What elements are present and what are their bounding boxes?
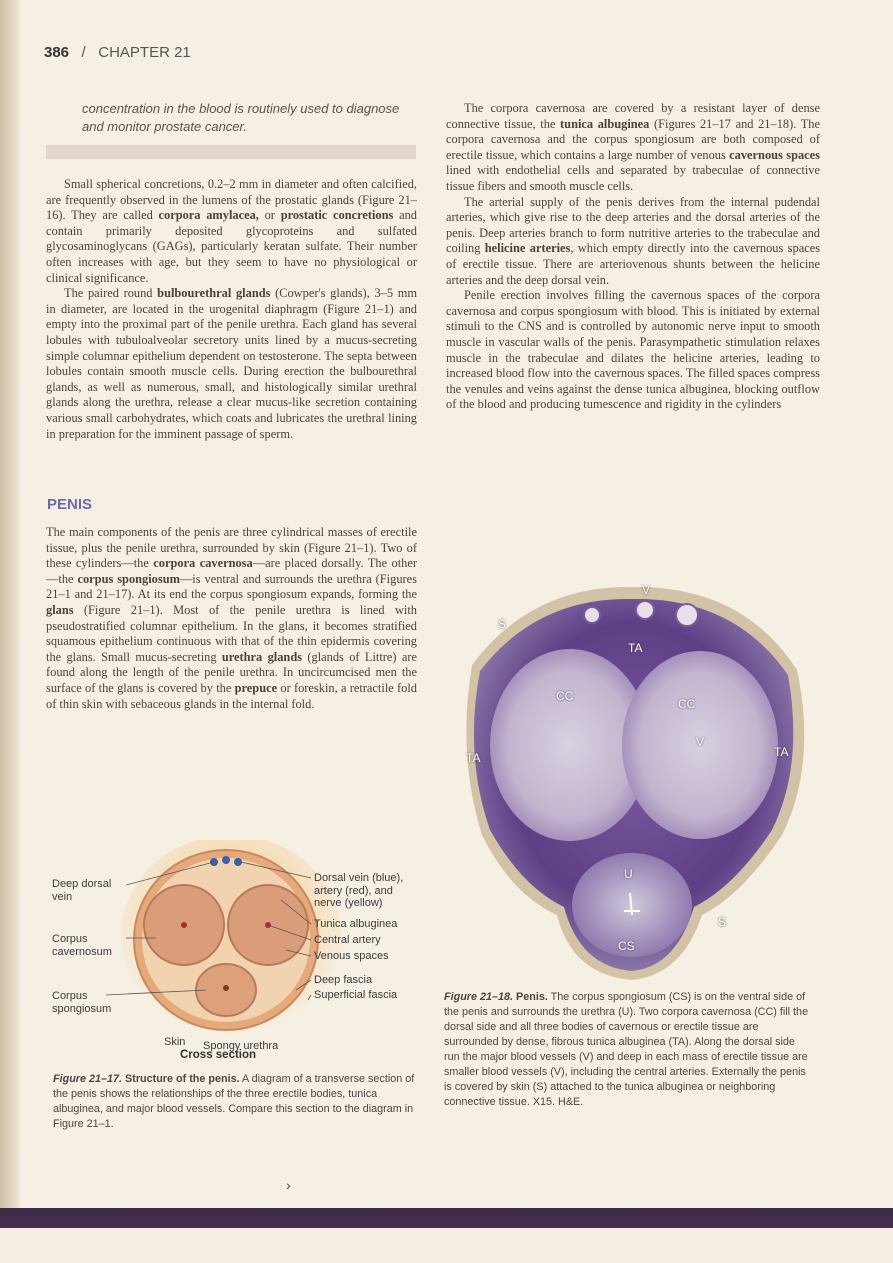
section-heading-penis: PENIS <box>47 496 93 513</box>
page-header <box>44 44 191 61</box>
label-corpus-spongiosum: Corpus spongiosum <box>52 990 112 1015</box>
micrograph-image <box>452 575 814 983</box>
chapter-label: CHAPTER 21 <box>98 44 191 61</box>
label-central-artery: Central artery <box>314 934 381 946</box>
paragraph-bulbourethral-glands: The paired round bulbourethral glands (Cowper's glands), 3–5 mm in diameter, are located in the urogenital diaphragm (Figure 21–1) and empty into the proximal part of the penile urethra. Each gland has several lobules with tubuloalveolar secretory units lined by a mucus-secreting simple columnar epithelium dependent on testosterone. The septa between lobules contain smooth muscle cells. During erection the bulbourethral glands, as well as numerous, small, and histologically similar urethral glands along the urethra, release a clear mucus-like secretion containing various small carbohydrates, which coats and lubricates the urethral lining in preparation for the imminent passage of sperm. <box>46 286 417 441</box>
label-ta-left: TA <box>466 751 481 765</box>
micrograph-penis-cross-section <box>452 575 814 983</box>
callout-bar <box>46 145 416 159</box>
paragraph-arterial-supply: The arterial supply of the penis derives from the internal pudendal arteries, which give rise to the deep arteries and the dorsal arteries of the penis. Deep arteries branch to form nutritive arteries to the trabeculae and coiling helicine arteries, which empty directly into the cavernous spaces of erectile tissue. There are arteriovenous shunts between the helicine arteries and the deep dorsal vein. <box>446 194 821 287</box>
label-skin: Skin <box>164 1036 186 1048</box>
figure-21-17-caption: Figure 21–17. Structure of the penis. A diagram of a transverse section of the penis shows the relationships of the three erectile bodies, tunica albuginea, and major blood vessels. Compare this section to the diagram in Figure 21–1. <box>53 1073 415 1130</box>
paragraph-penis-components: The main components of the penis are three cylindrical masses of erectile tissue, plus the penile urethra, surrounded by skin (Figure 21–1). Two of these cylinders—the corpora cavernosa—are placed dorsally. The other—the corpus spongiosum—is ventral and surrounds the urethra (Figures 21–1 and 21–17). At its end the corpus spongiosum expands, forming the glans (Figure 21–1). Most of the penile urethra is lined with pseudostratified columnar epithelium. In the glans, it becomes stratified squamous epithelium continuous with that of the thin epidermis covering the glans. Small mucus-secreting urethra glands (glands of Littre) are found along the length of the penile urethra. In uncircumcised men the surface of the glans is covered by the prepuce or foreskin, a retractile fold of thin skin with sebaceous glands in the internal fold. <box>46 525 417 711</box>
label-superficial-fascia: Superficial fascia <box>314 989 398 1001</box>
label-vessel-top: V <box>642 583 651 597</box>
diagram-subtitle: Cross section <box>180 1049 257 1061</box>
label-deep-fascia: Deep fascia <box>314 974 373 986</box>
label-venous-spaces: Venous spaces <box>314 950 389 962</box>
label-skin-bottom: S <box>718 915 727 929</box>
label-skin-top: S <box>498 617 507 631</box>
paragraph-penile-erection: Penile erection involves filling the cavernous spaces of the corpora cavernosa and corpus spongiosum with blood. This is initiated by external stimuli to the CNS and is controlled by autonomic nerve input to smooth muscle in vascular walls of the penis. Parasympathetic stimulation relaxes muscle in the trabeculae and dilates the helicine arteries, leading to increased blood flow into the cavernous spaces. The filled spaces compress the venules and veins against the dense tunica albuginea, blocking outflow of the blood and producing tumescence and rigidity in the cylinders <box>446 288 820 412</box>
label-ta-top: TA <box>628 641 643 655</box>
label-urethra: U <box>624 867 633 881</box>
bottom-edge-band <box>0 1208 893 1228</box>
paragraph-tunica-albuginea: The corpora cavernosa are covered by a resistant layer of dense connective tissue, the tunica albuginea (Figures 21–17 and 21–18). The corpora cavernosa and the corpus spongiosum are both composed of erectile tissue, which contains a large number of venous cavernous spaces lined with endothelial cells and separated by trabeculae of connective tissue fibers and smooth muscle cells. <box>446 101 820 193</box>
right-column <box>446 101 820 413</box>
header-separator: / <box>81 44 86 61</box>
paragraph-corpora-amylacea: Small spherical concretions, 0.2–2 mm in diameter and often calcified, are frequently observed in the lumens of the prostatic glands (Figure 21–16). They are called corpora amylacea, or prostatic concretions and contain primarily deposited glycoproteins and sulfated glycosaminoglycans (GAGs), particularly keratan sulfate. Their number often increases with age, but they seem to have no physiological or clinical significance. <box>46 177 417 285</box>
label-tunica-albuginea: Tunica albuginea <box>314 918 398 930</box>
label-cc-left: CC <box>556 689 574 703</box>
label-spongy-urethra: Spongy urethra <box>203 1040 279 1052</box>
label-corpus-cavernosum: Corpus cavernosum <box>52 933 112 958</box>
page-spine-shadow <box>0 0 20 1212</box>
label-cs: CS <box>618 939 635 953</box>
footer-mark: › <box>286 1177 291 1193</box>
callout-text: concentration in the blood is routinely used to diagnose and monitor prostate cancer. <box>82 101 400 134</box>
label-cc-right: CC <box>678 697 696 711</box>
label-vessel-mid: V <box>696 735 705 749</box>
label-dorsal-vein-artery-nerve: Dorsal vein (blue), artery (red), and nerve (yellow) <box>314 872 404 909</box>
label-ta-right: TA <box>774 745 789 759</box>
left-column-top <box>46 177 417 442</box>
penis-structure-diagram <box>46 840 426 1065</box>
page-number: 386 <box>44 44 70 61</box>
left-column-penis <box>46 525 417 712</box>
figure-21-18-caption: Figure 21–18. Penis. The corpus spongiosum (CS) is on the ventral side of the penis and surrounds the urethra (U). Two corpora cavernosa (CC) fill the dorsal side and all three bodies of cavernous or erectile tissue are surrounded by dense, fibrous tunica albuginea (TA). Along the dorsal side run the major blood vessels (V) and deep in each mass of erectile tissue are smaller blood vessels (V), including the central arteries. Externally the penis is covered by skin (S) attached to the tunica albuginea or neighboring connective tissue. X15. H&E. <box>444 991 809 1108</box>
label-deep-dorsal-vein: Deep dorsal vein <box>52 878 112 903</box>
